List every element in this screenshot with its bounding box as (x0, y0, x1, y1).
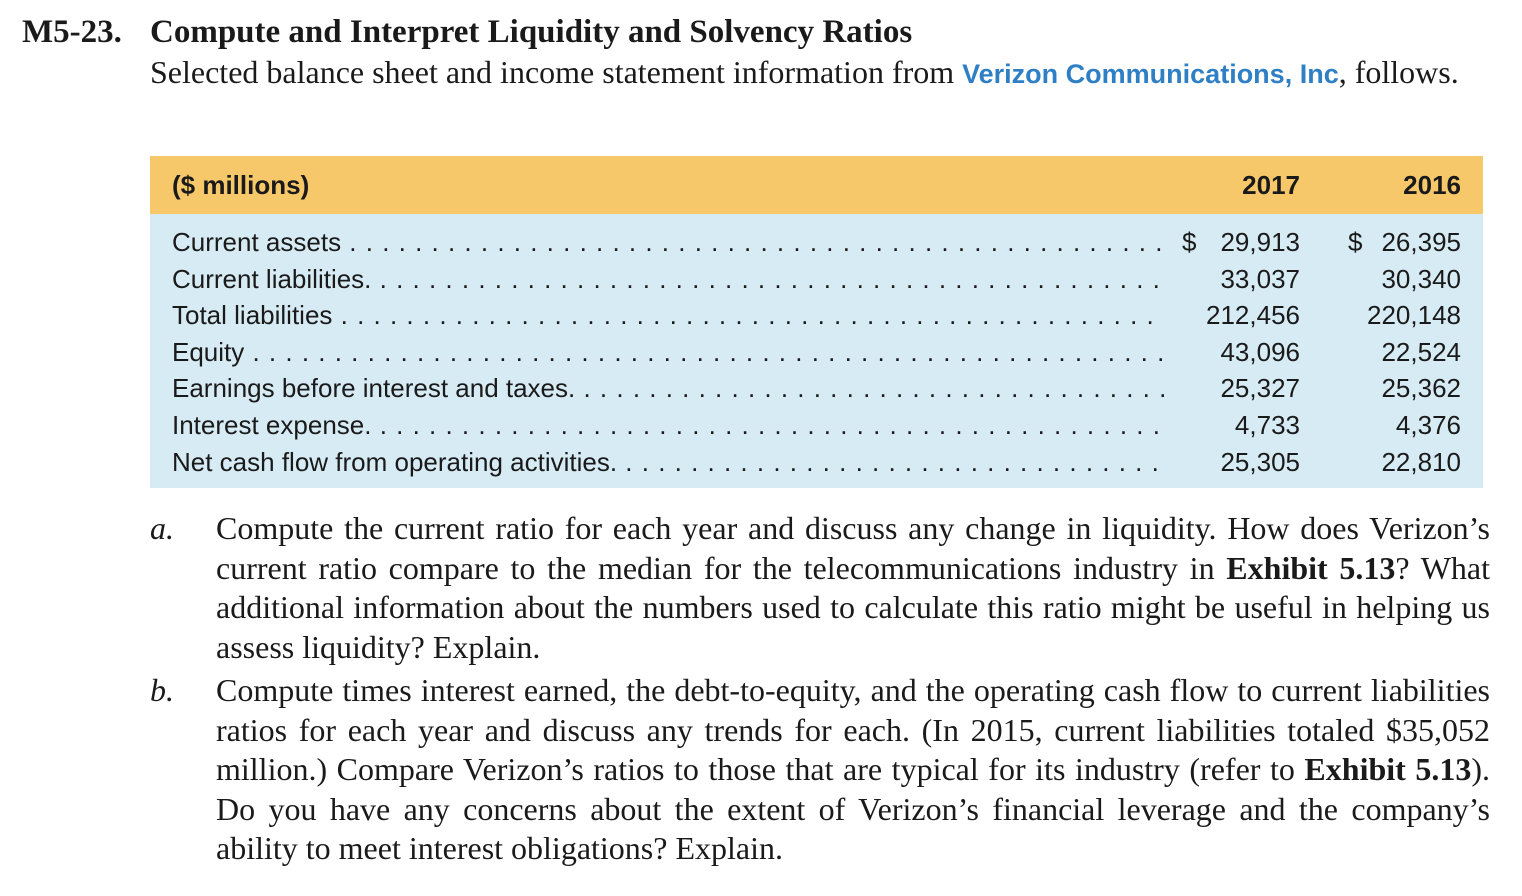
question-a (150, 509, 1490, 667)
value-2017: 4,733 (1234, 409, 1300, 440)
question-letter: a. (150, 510, 174, 546)
table-row (150, 444, 1483, 481)
question-text-part: ). Do you have any concerns about the extent of Verizon’s financial leverage and the company’s ability to meet interest obligations? Explain. (216, 751, 1491, 866)
question-b (150, 671, 1490, 869)
row-label: Current liabilities. . . . (172, 261, 1165, 298)
question-text (216, 509, 1490, 667)
exhibit-reference: Exhibit 5.13 (1304, 751, 1472, 787)
value-2016: 220,148 (1367, 300, 1461, 331)
header-year-2016: 2016 (1403, 170, 1461, 200)
value-2017: 212,456 (1206, 300, 1300, 331)
value-2016: 22,810 (1381, 446, 1461, 477)
table-row (150, 334, 1483, 371)
intro-text-before: Selected balance sheet and income statement information from (150, 54, 963, 90)
question-text (216, 671, 1490, 869)
value-2016: 26,395 (1381, 227, 1461, 257)
row-label: Equity . . . (172, 334, 1165, 371)
company-name: Verizon Communications, Inc (962, 59, 1339, 89)
header-units-label: ($ millions) (172, 170, 310, 200)
value-2017: 33,037 (1220, 263, 1300, 294)
value-2016: 22,524 (1381, 336, 1461, 367)
table-row (150, 370, 1483, 407)
value-2016: 4,376 (1395, 409, 1461, 440)
intro-paragraph (150, 53, 1485, 94)
currency-sign-2017: $ (1182, 227, 1197, 257)
value-2016: 30,340 (1381, 263, 1461, 294)
table-body (150, 214, 1483, 480)
exhibit-reference: Exhibit 5.13 (1226, 549, 1396, 586)
question-letter: b. (150, 672, 174, 708)
table-row (150, 407, 1483, 444)
header-year-2017: 2017 (1242, 170, 1300, 200)
row-label: Current assets . . . (172, 224, 1165, 261)
question-text-part: ? What additional information about the numbers used to calculate this ratio might be useful in helping us assess liquidity? Explain. (216, 549, 1491, 665)
row-label: Total liabilities . . . (172, 297, 1165, 334)
problem-number: M5-23. (22, 14, 122, 50)
currency-sign-2016: $ (1348, 227, 1363, 257)
question-text-part: Compute times interest earned, the debt-to-equity, and the operating cash flow to current liabilities ratios for each year and discuss any trends for each. (In 2015, current liabilities totaled $35,052 million.) Compare Verizon’s ratios to those that are typical for its industry (refer to (216, 672, 1490, 787)
value-2016: 25,362 (1381, 373, 1461, 404)
table-row (150, 297, 1483, 334)
value-2017: 25,305 (1220, 446, 1300, 477)
value-2017: 29,913 (1220, 227, 1300, 257)
intro-text-after: , follows. (1338, 54, 1459, 90)
row-label: Net cash flow from operating activities. . . . (172, 444, 1165, 481)
value-2017: 43,096 (1220, 336, 1300, 367)
row-label: Interest expense. . . . (172, 407, 1165, 444)
problem-title: Compute and Interpret Liquidity and Solvency Ratios (150, 14, 913, 50)
table-row (150, 261, 1483, 298)
financial-data-table (150, 156, 1483, 488)
question-text-part: Compute the current ratio for each year and discuss any change in liquidity. How does Verizon’s current ratio compare to the median for the telecommunications industry in (216, 510, 1490, 586)
row-label: Earnings before interest and taxes. . . . (172, 370, 1165, 407)
table-row (150, 224, 1483, 261)
value-2017: 25,327 (1220, 373, 1300, 404)
problem-heading (22, 12, 912, 52)
table-header (150, 156, 1483, 214)
